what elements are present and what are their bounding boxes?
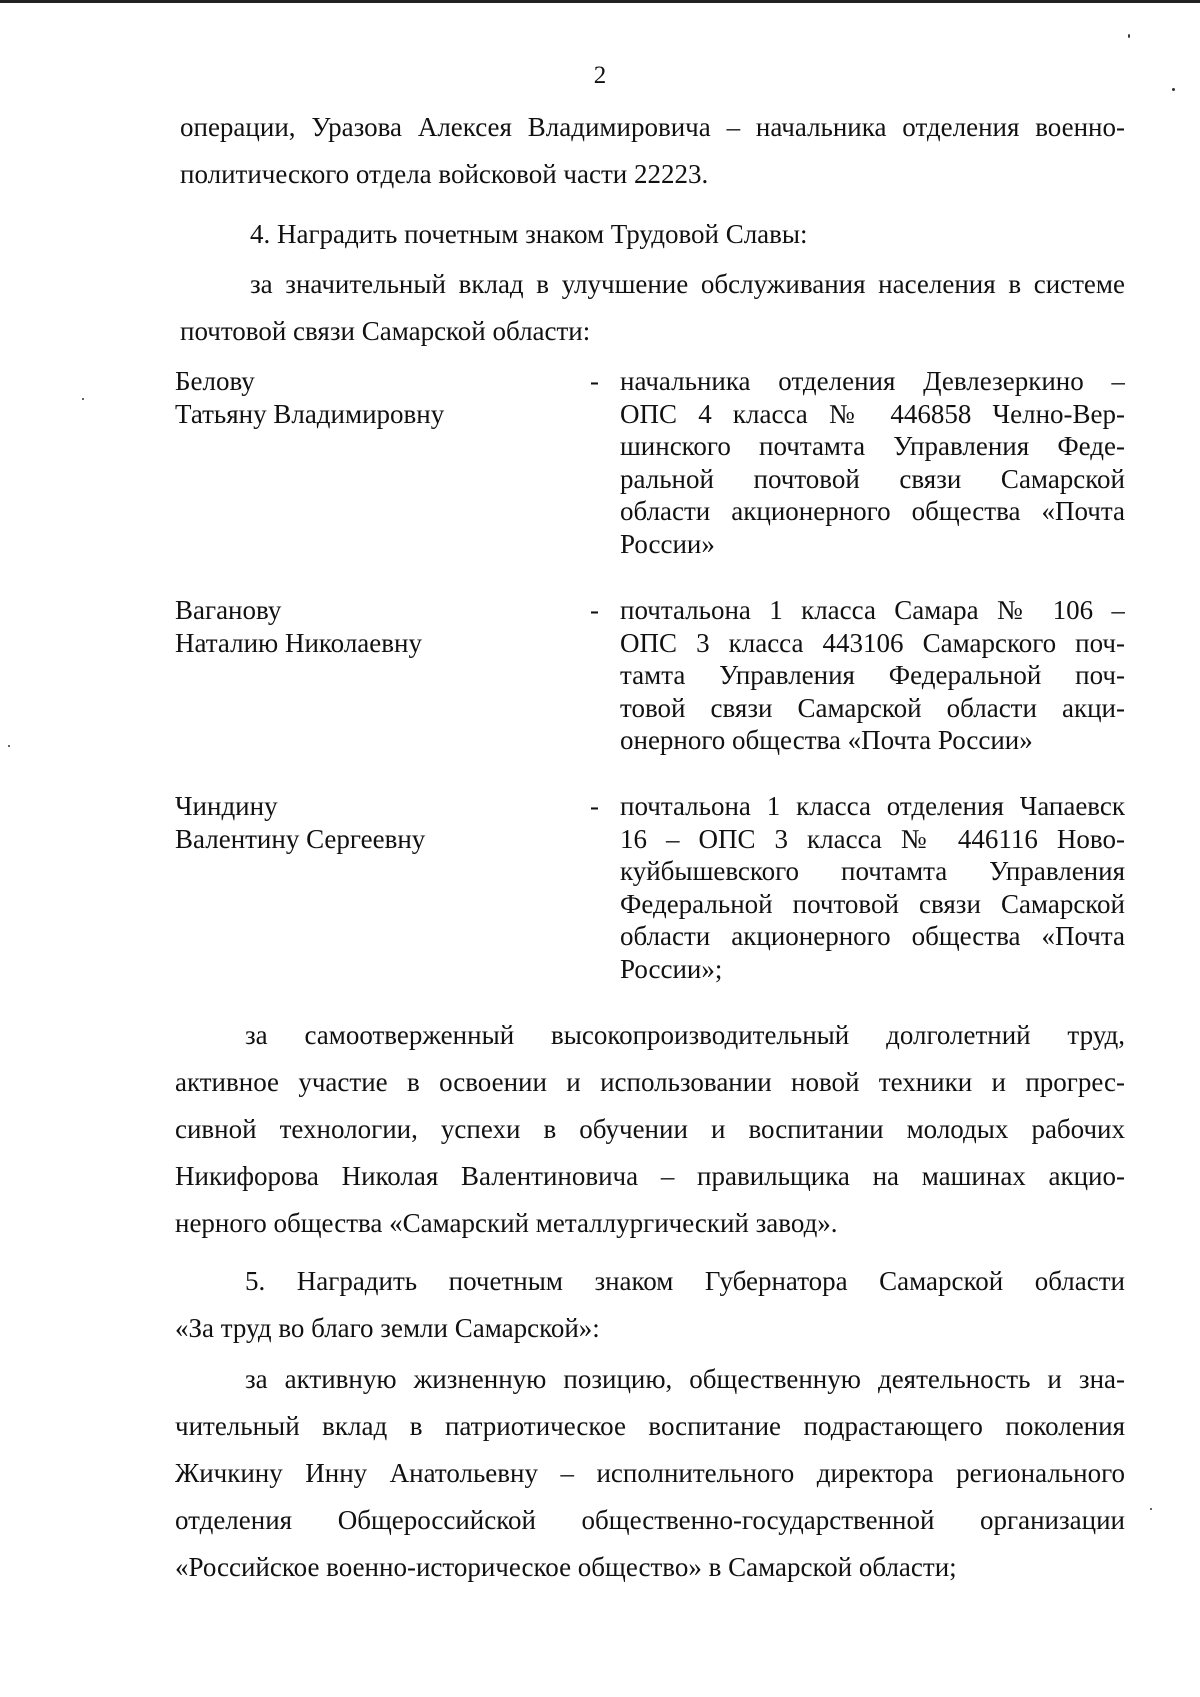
name-line: Белову [175,366,255,396]
text-line: Жичкину Инну Анатольевну – исполнительного директора регионального [175,1458,1125,1488]
awardee-position [620,594,1125,757]
text-line: за самоотверженный высокопроизводительный долголетний труд, [245,1020,1125,1050]
text-line: начальника отделения Девлезеркино – [620,366,1125,396]
text-line: ОПС 4 класса № 446858 Челно-Вер- [620,398,1125,429]
text-line: политического отдела войсковой части 22223. [180,159,709,189]
name-line: Наталию Николаевну [175,627,422,658]
text-line: Федеральной почтовой связи Самарской [620,888,1125,919]
text-line: Никифорова Николая Валентиновича – правильщика на машинах акцио- [175,1161,1125,1191]
awardee-name [175,790,555,855]
page-number: 2 [593,62,607,89]
text-line: шинского почтамта Управления Феде- [620,431,1125,461]
scan-speck [1128,34,1130,38]
text-line: ОПС 3 класса 443106 Самарского поч- [620,627,1125,658]
text-line: нерного общества «Самарский металлургический завод». [175,1208,838,1238]
text-line: «За труд во благо земли Самарской»: [175,1313,600,1343]
section-5-paragraph [175,1356,1125,1591]
name-line: Чиндину [175,791,278,821]
name-line: Ваганову [175,595,282,625]
text-line: России»; [620,953,723,984]
name-line: Валентину Сергеевну [175,823,426,854]
text-line: активное участие в освоении и использовании новой техники и прогрес- [175,1067,1125,1097]
top-scan-border [0,0,1200,3]
text-line: области акционерного общества «Почта [620,496,1125,526]
awardee-name [175,365,555,430]
text-line: почтальона 1 класса Самара № 106 – [620,595,1125,625]
awardee-name [175,594,555,659]
text-line: куйбышевского почтамта Управления [620,856,1125,886]
scan-speck [1172,88,1175,91]
text-line: «Российское военно-историческое общество» в Самарской области; [175,1552,957,1582]
text-line: товой связи Самарской области акци- [620,692,1125,723]
text-line: за значительный вклад в улучшение обслуживания населения в системе [250,269,1125,299]
text-line: тамта Управления Федеральной поч- [620,660,1125,690]
scan-speck [8,745,10,747]
text-line: 5. Наградить почетным знаком Губернатора Самарской области [245,1266,1125,1296]
text-line: почтовой связи Самарской области: [180,316,591,346]
dash-separator: - [590,791,599,821]
section-4-reason [180,261,1125,355]
text-line: отделения Общероссийской общественно-государственной организации [175,1505,1125,1535]
dash-separator: - [590,366,599,396]
text-line: почтальона 1 класса отделения Чапаевск [620,791,1125,821]
scan-speck [1150,1508,1152,1510]
section-5-heading [175,1258,1125,1352]
name-line: Татьяну Владимировну [175,398,445,429]
text-line: сивной технологии, успехи в обучении и воспитании молодых рабочих [175,1114,1125,1144]
awardee-position [620,365,1125,560]
section-4-heading [250,211,1130,258]
dash-separator: - [590,595,599,625]
awardee-position [620,790,1125,985]
text-line: области акционерного общества «Почта [620,921,1125,951]
labor-award-paragraph [175,1012,1125,1247]
text-line: 16 – ОПС 3 класса № 446116 Ново- [620,823,1125,854]
scan-speck [82,398,84,400]
text-line: России» [620,528,715,559]
text-line: ральной почтовой связи Самарской [620,463,1125,494]
text-line: операции, Уразова Алексея Владимировича – начальника отделения военно- [180,112,1125,142]
text-line: чительный вклад в патриотическое воспитание подрастающего поколения [175,1411,1125,1441]
intro-paragraph [180,104,1125,198]
text-line: 4. Наградить почетным знаком Трудовой Славы: [250,219,808,249]
text-line: онерного общества «Почта России» [620,725,1033,755]
text-line: за активную жизненную позицию, общественную деятельность и зна- [245,1364,1125,1394]
